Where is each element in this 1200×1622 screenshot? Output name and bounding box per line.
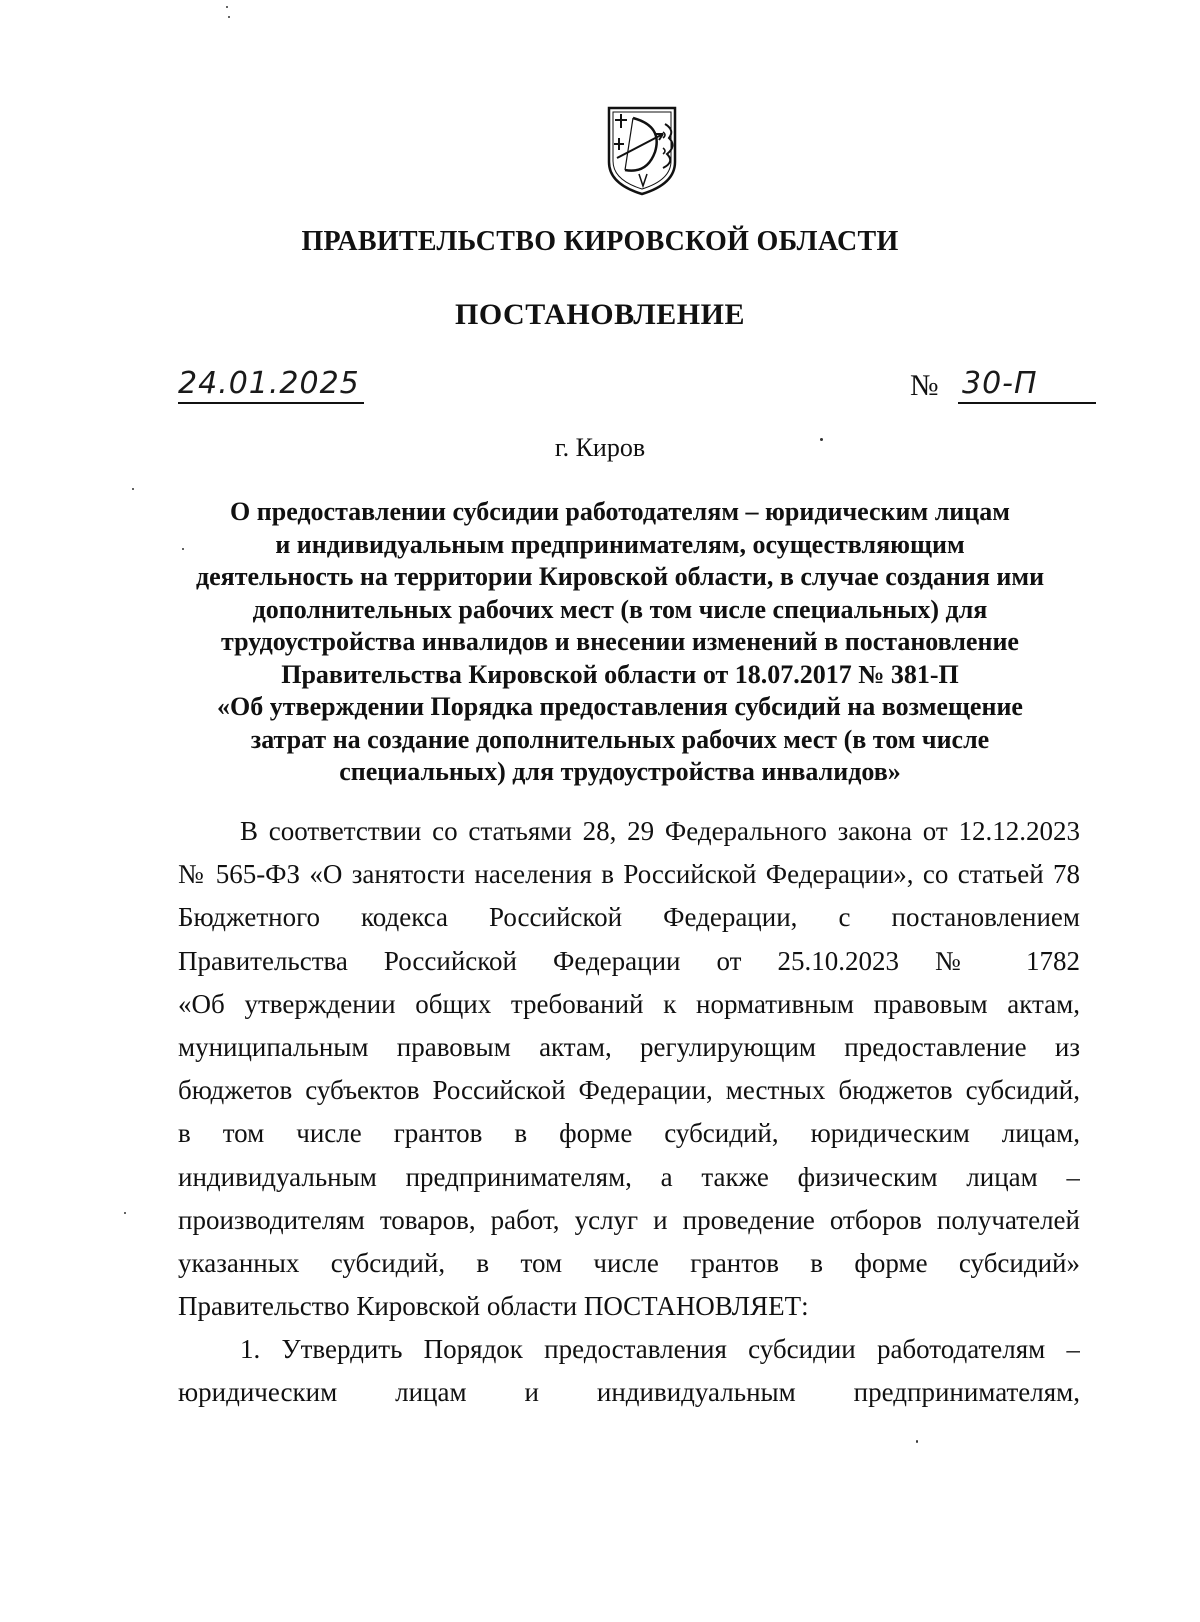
scan-speck xyxy=(228,16,230,18)
title-line: Правительства Кировской области от 18.07.2017 № 381-П xyxy=(281,659,959,689)
body-text xyxy=(178,810,1080,1415)
body-line: производителям товаров, работ, услуг и проведение отборов получателей xyxy=(178,1204,1080,1235)
body-line: Правительство Кировской области ПОСТАНОВЛЯЕТ: xyxy=(178,1291,809,1322)
title-line: «Об утверждении Порядка предоставления субсидий на возмещение xyxy=(217,692,1023,721)
body-line: юридическим лицам и индивидуальным предпринимателям, xyxy=(178,1377,1080,1408)
body-line: муниципальным правовым актам, регулирующим предоставление из xyxy=(178,1031,1080,1062)
body-line: В соответствии со статьями 28, 29 Федерального закона от 12.12.2023 xyxy=(240,816,1080,846)
document-title xyxy=(170,496,1070,789)
coat-of-arms-icon xyxy=(603,104,681,198)
title-line: затрат на создание дополнительных рабочих мест (в том числе xyxy=(250,724,990,754)
document-date: 24.01.2025 xyxy=(178,366,360,401)
date-underline xyxy=(178,402,364,404)
document-date-field xyxy=(178,366,368,401)
title-line: и индивидуальным предпринимателям, осуществляющим xyxy=(275,529,965,559)
scan-speck xyxy=(226,6,228,8)
body-line: указанных субсидий, в том числе грантов в форме субсидий» xyxy=(178,1247,1080,1278)
scan-speck xyxy=(182,548,184,550)
body-line: индивидуальным предпринимателям, а также физическим лицам – xyxy=(178,1161,1080,1192)
title-line: деятельность на территории Кировской области, в случае создания ими xyxy=(195,562,1045,591)
body-line: Правительства Российской Федерации от 25.10.2023 № 1782 xyxy=(178,945,1080,976)
document-number: 30-П xyxy=(962,366,1038,401)
title-line: трудоустройства инвалидов и внесении изменений в постановление xyxy=(221,627,1019,656)
body-line: «Об утверждении общих требований к нормативным правовым актам, xyxy=(178,988,1080,1019)
scan-speck xyxy=(820,438,823,441)
city-name: г. Киров xyxy=(554,433,646,462)
title-line: дополнительных рабочих мест (в том числе специальных) для xyxy=(252,594,988,624)
body-line: Бюджетного кодекса Российской Федерации, с постановлением xyxy=(178,902,1080,933)
title-line: специальных) для трудоустройства инвалидов» xyxy=(339,757,901,786)
number-underline xyxy=(958,402,1096,404)
scan-speck xyxy=(916,1440,918,1443)
body-line: 1. Утвердить Порядок предоставления субсидии работодателям – xyxy=(240,1334,1080,1365)
scan-speck xyxy=(132,488,134,490)
scan-speck xyxy=(124,1212,126,1214)
number-sign: № xyxy=(910,369,939,402)
title-line: О предоставлении субсидии работодателям – юридическим лицам xyxy=(230,497,1010,526)
body-line: бюджетов субъектов Российской Федерации, местных бюджетов субсидий, xyxy=(178,1075,1080,1106)
document-type: ПОСТАНОВЛЕНИЕ xyxy=(455,298,745,331)
organization-name: ПРАВИТЕЛЬСТВО КИРОВСКОЙ ОБЛАСТИ xyxy=(301,226,899,257)
body-line: в том числе грантов в форме субсидий, юридическим лицам, xyxy=(178,1118,1080,1149)
body-line: № 565-ФЗ «О занятости населения в Российской Федерации», со статьей 78 xyxy=(178,859,1080,890)
